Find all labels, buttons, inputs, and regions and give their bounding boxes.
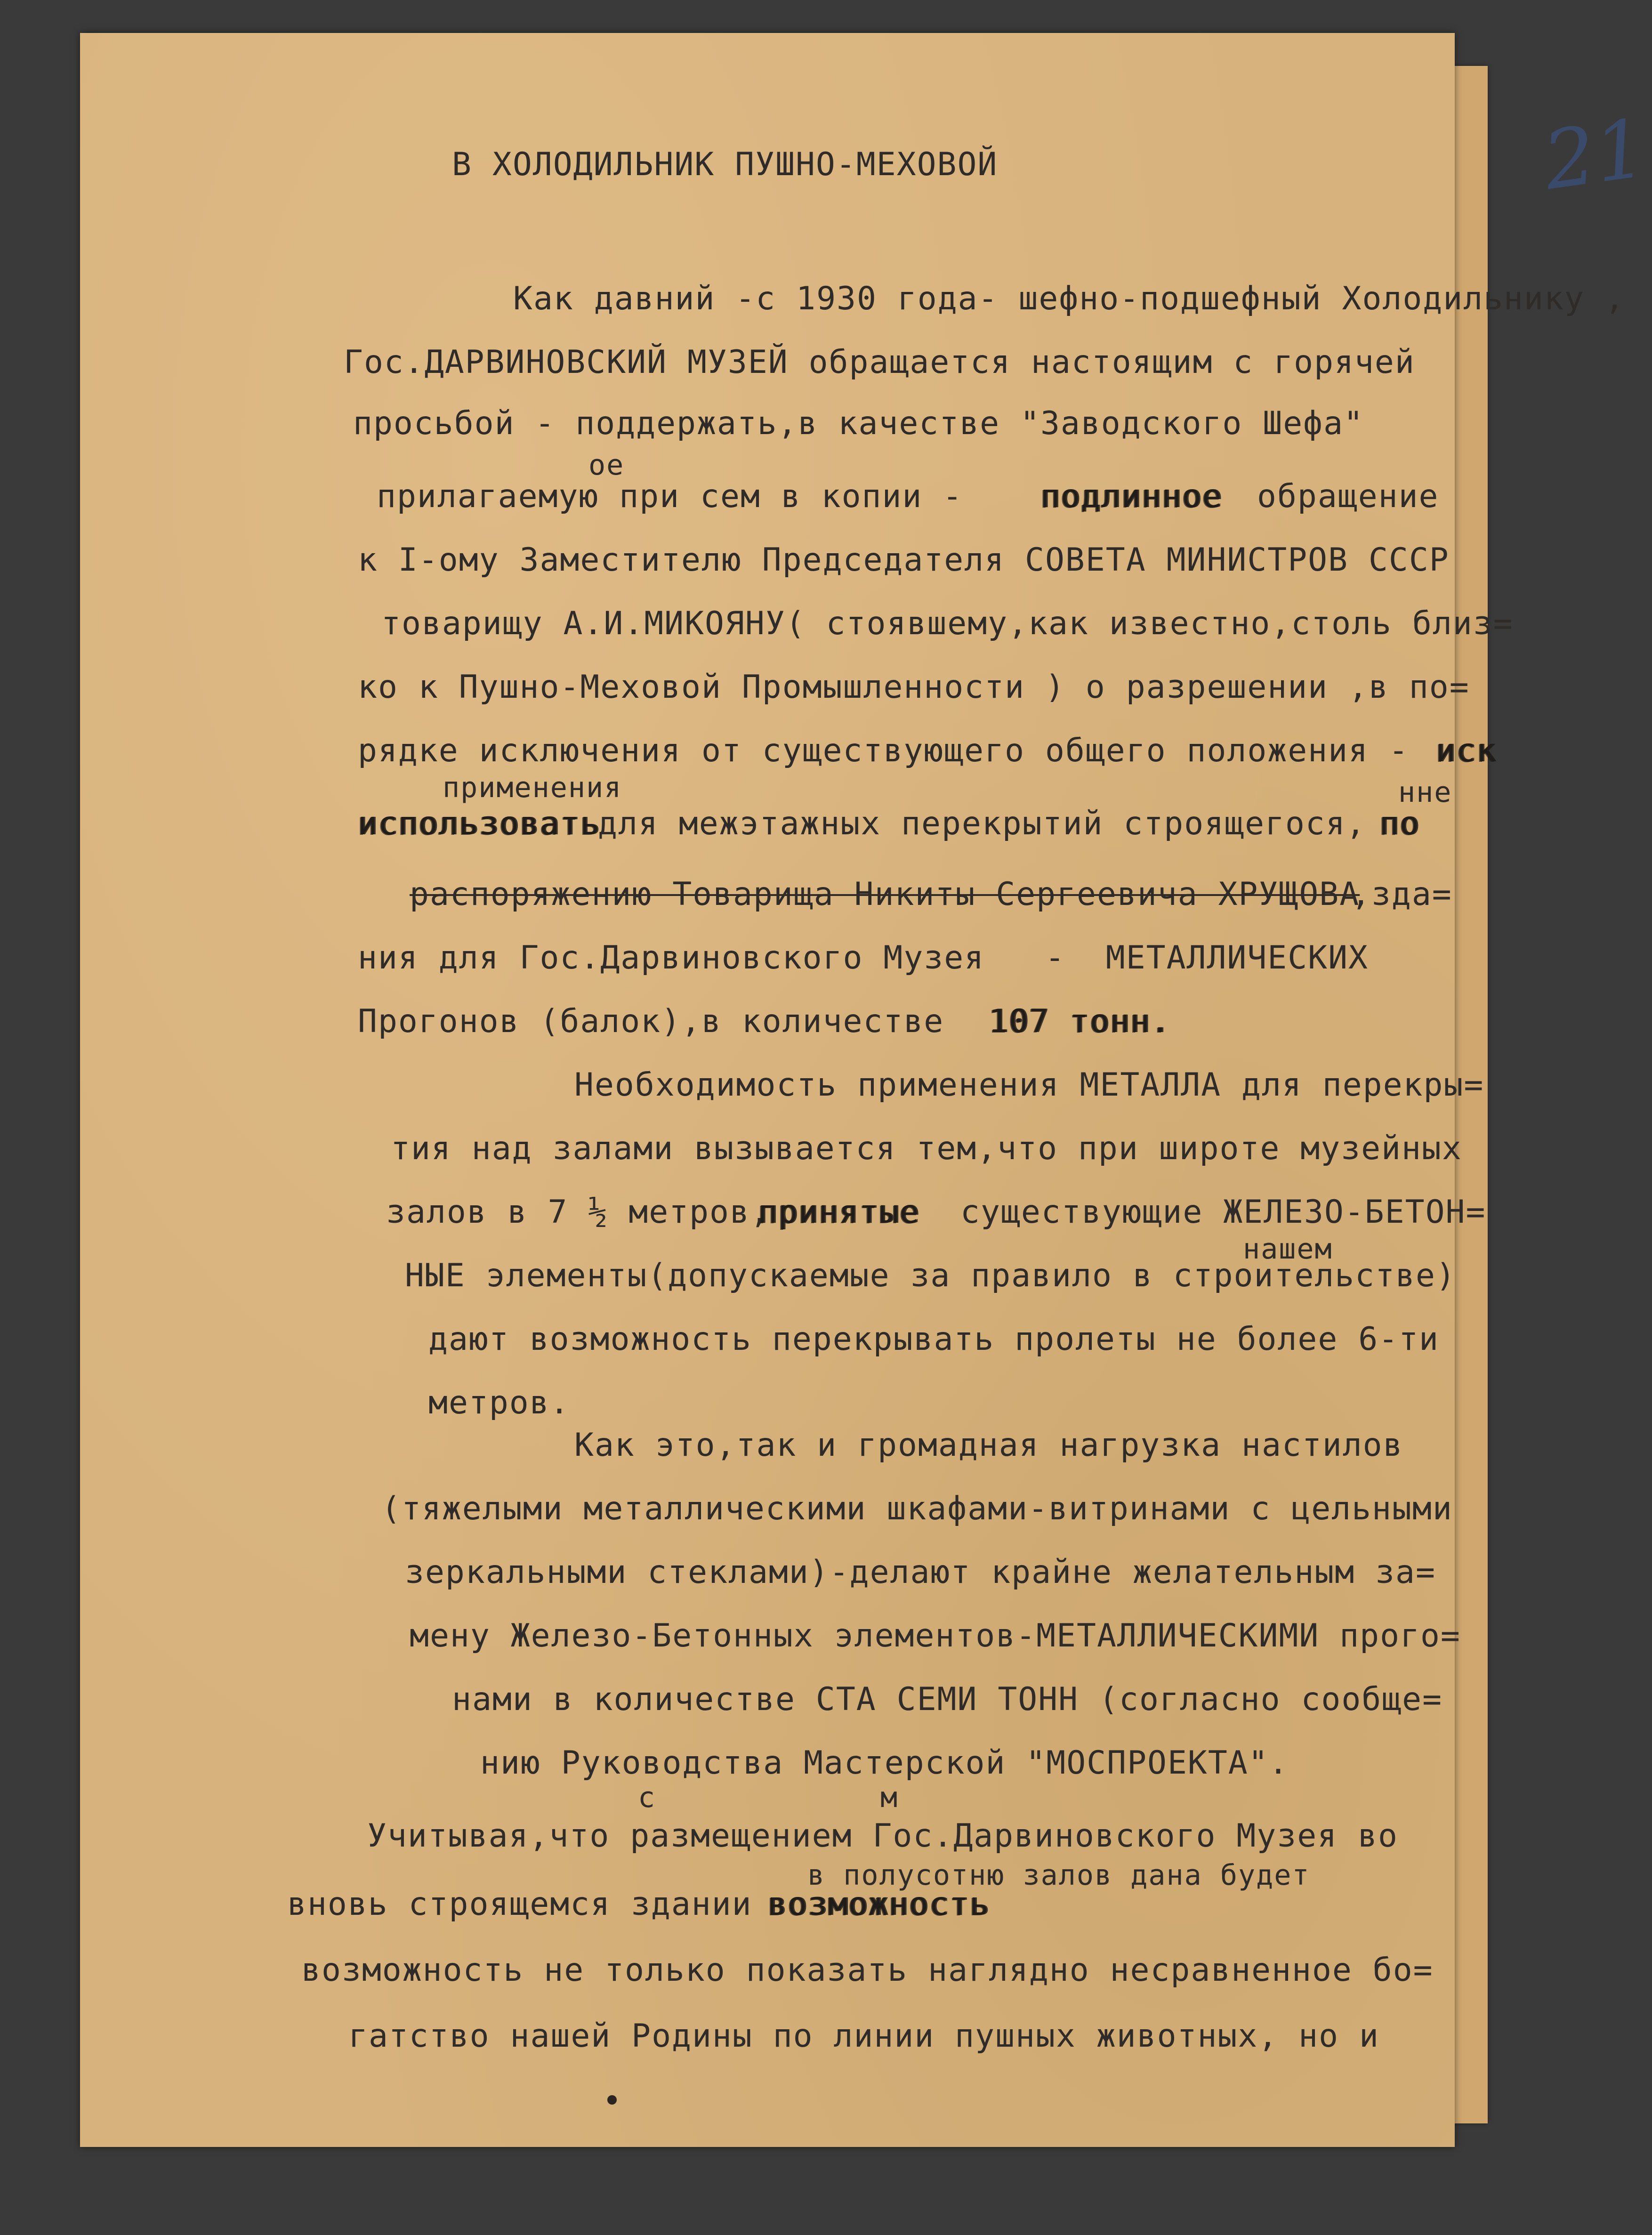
- correction-m: м: [880, 1781, 899, 1814]
- paragraph1-line9c: по: [1379, 805, 1420, 842]
- paragraph3-line3: зеркальными стеклами)-делают крайне желательным за=: [405, 1554, 1436, 1591]
- document-heading: В ХОЛОДИЛЬНИК ПУШНО-МЕХОВОЙ: [452, 146, 998, 183]
- correction-nne: нне: [1398, 776, 1452, 809]
- correction-primeneniya: применения: [443, 771, 622, 804]
- paragraph1-line9b: для межэтажных перекрытий строящегося,: [598, 805, 1366, 842]
- paragraph4-line2b: возможность: [767, 1886, 990, 1923]
- paragraph2-line3b: принятые: [758, 1194, 920, 1231]
- paragraph1-line6: товарищу А.И.МИКОЯНУ( стоявшему,как известно,столь близ=: [381, 605, 1514, 642]
- correction-oe: ое: [588, 449, 625, 482]
- paragraph1-line4b: подлинное: [1040, 478, 1223, 515]
- document-page: [80, 33, 1652, 2147]
- paragraph2-line5: дают возможность перекрывать пролеты не более 6-ти: [428, 1321, 1439, 1358]
- paragraph1-line8: рядке исключения от существующего общего положения -: [358, 732, 1409, 769]
- paragraph2-line3a: залов в 7 ½ метров,: [386, 1194, 770, 1231]
- paragraph1-line1: Как давний -с 1930 года- шефно-подшефный Холодильнику ,: [513, 280, 1625, 317]
- paragraph3-line5: нами в количестве СТА СЕМИ ТОНН (согласно сообще=: [452, 1681, 1443, 1718]
- correction-isk: иск: [1436, 732, 1497, 769]
- paragraph1-line11: ния для Гос.Дарвиновского Музея - МЕТАЛЛИЧЕСКИХ: [358, 939, 1369, 976]
- paragraph1-line3: просьбой - поддержать,в качестве "Заводского Шефа": [353, 405, 1364, 442]
- paragraph1-line7: ко к Пушно-Меховой Промышленности ) о разрешении ,в по=: [358, 669, 1470, 706]
- paragraph1-line12b: 107 тонн.: [989, 1003, 1171, 1040]
- ink-dot: [607, 2095, 617, 2105]
- paragraph2-line6: метров.: [428, 1384, 570, 1421]
- paragraph1-line2: Гос.ДАРВИНОВСКИЙ МУЗЕЙ обращается настоящим с горячей: [344, 344, 1415, 381]
- paragraph1-line12a: Прогонов (балок),в количестве: [358, 1003, 944, 1040]
- paragraph1-line9a: использовать: [358, 805, 601, 842]
- paragraph3-line6: нию Руководства Мастерской "МОСПРОЕКТА".: [480, 1744, 1289, 1782]
- paragraph1-line4c: обращение: [1257, 478, 1439, 515]
- paragraph2-line1: Необходимость применения МЕТАЛЛА для перекры=: [574, 1066, 1484, 1104]
- struck-line-tail: ,зда=: [1351, 876, 1452, 913]
- paragraph3-line1: Как это,так и громадная нагрузка настилов: [574, 1427, 1403, 1464]
- correction-nashem: нашем: [1243, 1233, 1333, 1266]
- struck-line: распоряжению Товарища Никиты Сергеевича ХРУЩОВА: [410, 876, 1360, 913]
- paragraph4-line2a: вновь строящемся здании: [287, 1886, 752, 1923]
- paragraph2-line3c: существующие ЖЕЛЕЗО-БЕТОН=: [960, 1194, 1486, 1231]
- paragraph3-line2: (тяжелыми металлическими шкафами-витринами с цельными: [381, 1490, 1453, 1527]
- paragraph4-line3: возможность не только показать наглядно несравненное бо=: [301, 1952, 1434, 1989]
- paragraph2-line4: НЫЕ элементы(допускаемые за правило в строительстве): [405, 1257, 1456, 1294]
- paragraph1-line5: к I-ому Заместителю Председателя СОВЕТА МИНИСТРОВ СССР: [358, 541, 1450, 579]
- paragraph3-line4: мену Железо-Бетонных элементов-МЕТАЛЛИЧЕСКИМИ прого=: [410, 1617, 1461, 1654]
- correction-s: с: [638, 1781, 656, 1814]
- paragraph4-line1: Учитывая,что размещением Гос.Дарвиновского Музея во: [367, 1817, 1398, 1855]
- paragraph1-line4a: прилагаемую при сем в копии -: [377, 478, 963, 515]
- page-number: 21: [1538, 101, 1652, 209]
- correction-polusotnyu: в полусотню залов дана будет: [807, 1859, 1310, 1892]
- paragraph4-line4: гатство нашей Родины по линии пушных животных, но и: [348, 2017, 1379, 2055]
- paragraph2-line2: тия над залами вызывается тем,что при широте музейных: [391, 1130, 1462, 1167]
